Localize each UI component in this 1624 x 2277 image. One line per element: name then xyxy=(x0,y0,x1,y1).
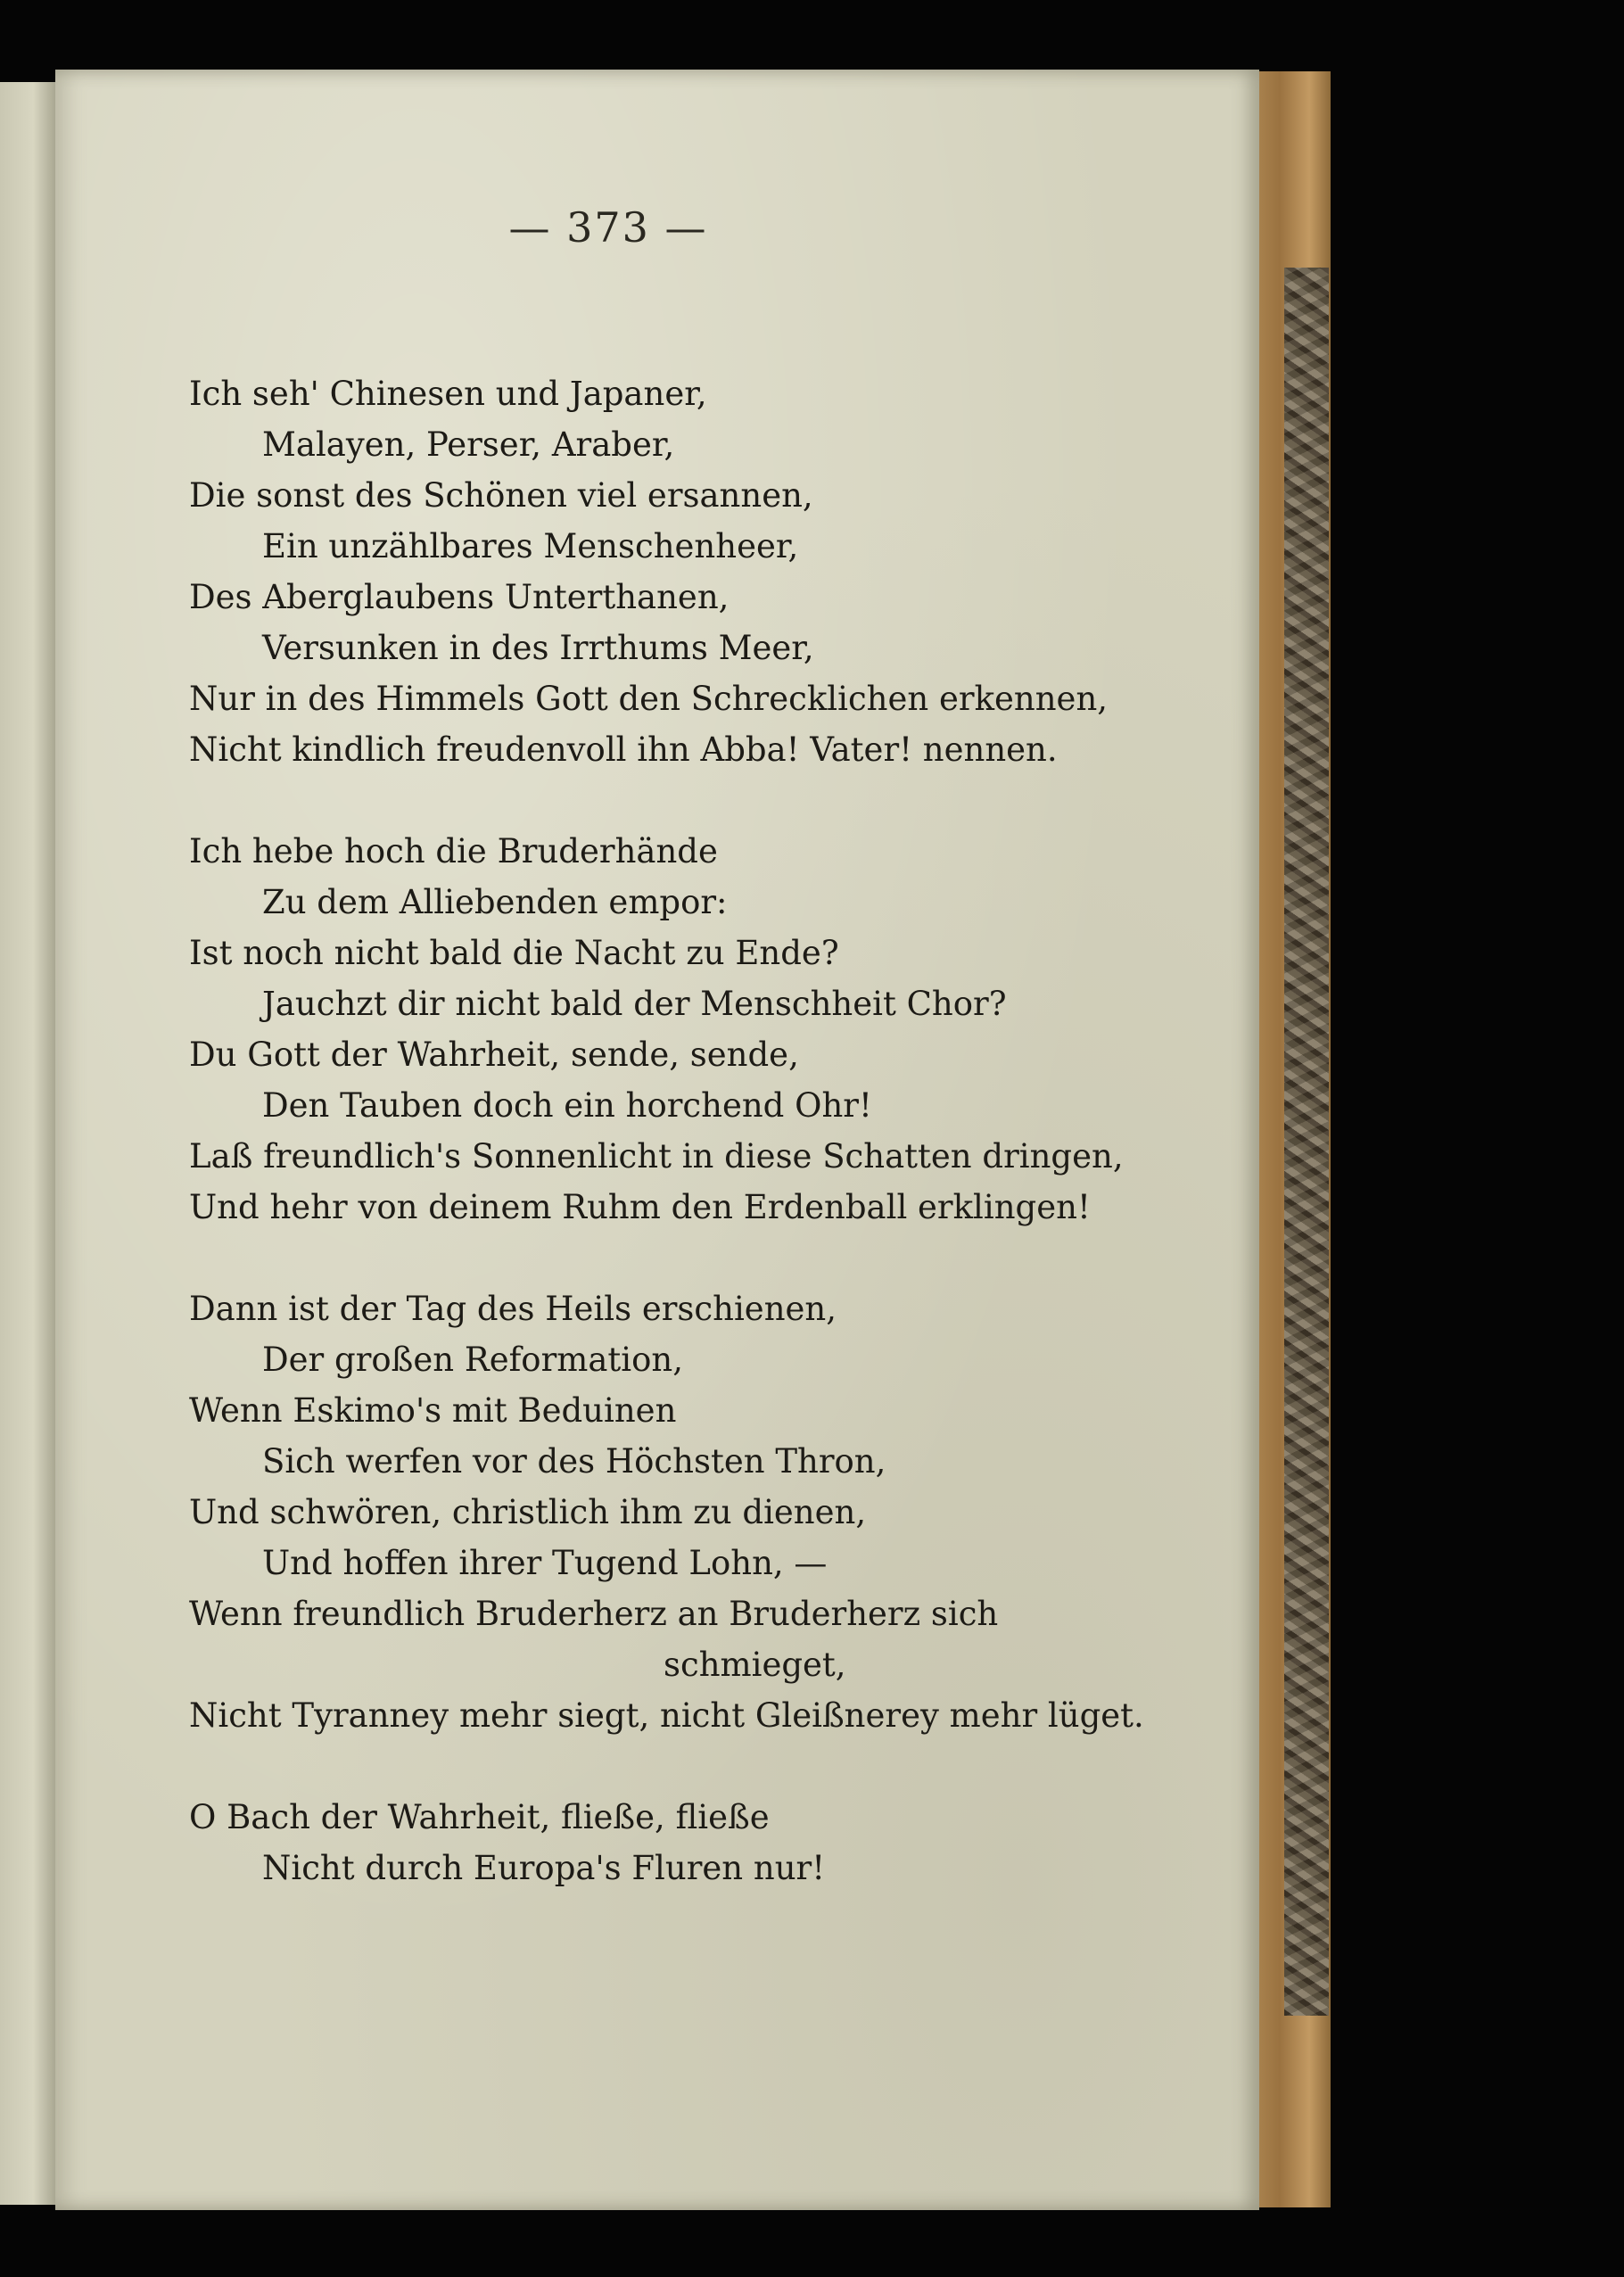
poem-line: O Bach der Wahrheit, fließe, fließe xyxy=(189,1798,770,1836)
poem-line: Wenn freundlich Bruderherz an Bruderherz sich xyxy=(189,1595,999,1633)
poem-line: Nicht durch Europa's Fluren nur! xyxy=(262,1849,826,1887)
marbled-endpaper xyxy=(1284,268,1329,2016)
stanza-4 xyxy=(189,1792,1148,1893)
poem-line: Zu dem Alliebenden empor: xyxy=(262,883,728,921)
book-page xyxy=(55,70,1259,2210)
poem-line: Malayen, Perser, Araber, xyxy=(262,425,675,464)
poem-line: Ein unzählbares Menschenheer, xyxy=(262,527,799,565)
stanza-3 xyxy=(189,1283,1148,1741)
poem-text xyxy=(189,368,1148,1944)
poem-line: Nur in des Himmels Gott den Schrecklichen erkennen, xyxy=(189,680,1109,718)
poem-line: Nicht kindlich freudenvoll ihn Abba! Vater! nennen. xyxy=(189,730,1058,769)
poem-line: Ich hebe hoch die Bruderhände xyxy=(189,832,718,870)
poem-line: Versunken in des Irrthums Meer, xyxy=(262,629,814,667)
facing-page-edge xyxy=(0,82,57,2205)
poem-line: Die sonst des Schönen viel ersannen, xyxy=(189,476,813,515)
page-number: — 373 — xyxy=(508,203,708,252)
poem-line: Nicht Tyranney mehr siegt, nicht Gleißnerey mehr lüget. xyxy=(189,1696,1144,1735)
poem-line: Und hoffen ihrer Tugend Lohn, — xyxy=(262,1544,828,1582)
poem-line: Den Tauben doch ein horchend Ohr! xyxy=(262,1086,872,1125)
poem-line: Laß freundlich's Sonnenlicht in diese Schatten dringen, xyxy=(189,1137,1124,1176)
stanza-2 xyxy=(189,826,1148,1233)
poem-line: Dann ist der Tag des Heils erschienen, xyxy=(189,1290,837,1328)
poem-line: Und schwören, christlich ihm zu dienen, xyxy=(189,1493,867,1531)
poem-line: Wenn Eskimo's mit Beduinen xyxy=(189,1391,677,1430)
poem-line: Ist noch nicht bald die Nacht zu Ende? xyxy=(189,934,839,972)
poem-line: Ich seh' Chinesen und Japaner, xyxy=(189,375,707,413)
poem-line: Und hehr von deinem Ruhm den Erdenball erklingen! xyxy=(189,1188,1091,1226)
poem-line: Du Gott der Wahrheit, sende, sende, xyxy=(189,1035,799,1074)
poem-line: Jauchzt dir nicht bald der Menschheit Chor? xyxy=(262,985,1007,1023)
poem-line-turnover: schmieget, xyxy=(664,1646,846,1684)
poem-line: Sich werfen vor des Höchsten Thron, xyxy=(262,1442,886,1481)
poem-line: Der großen Reformation, xyxy=(262,1341,683,1379)
stanza-1 xyxy=(189,368,1148,775)
poem-line: Des Aberglaubens Unterthanen, xyxy=(189,578,730,616)
